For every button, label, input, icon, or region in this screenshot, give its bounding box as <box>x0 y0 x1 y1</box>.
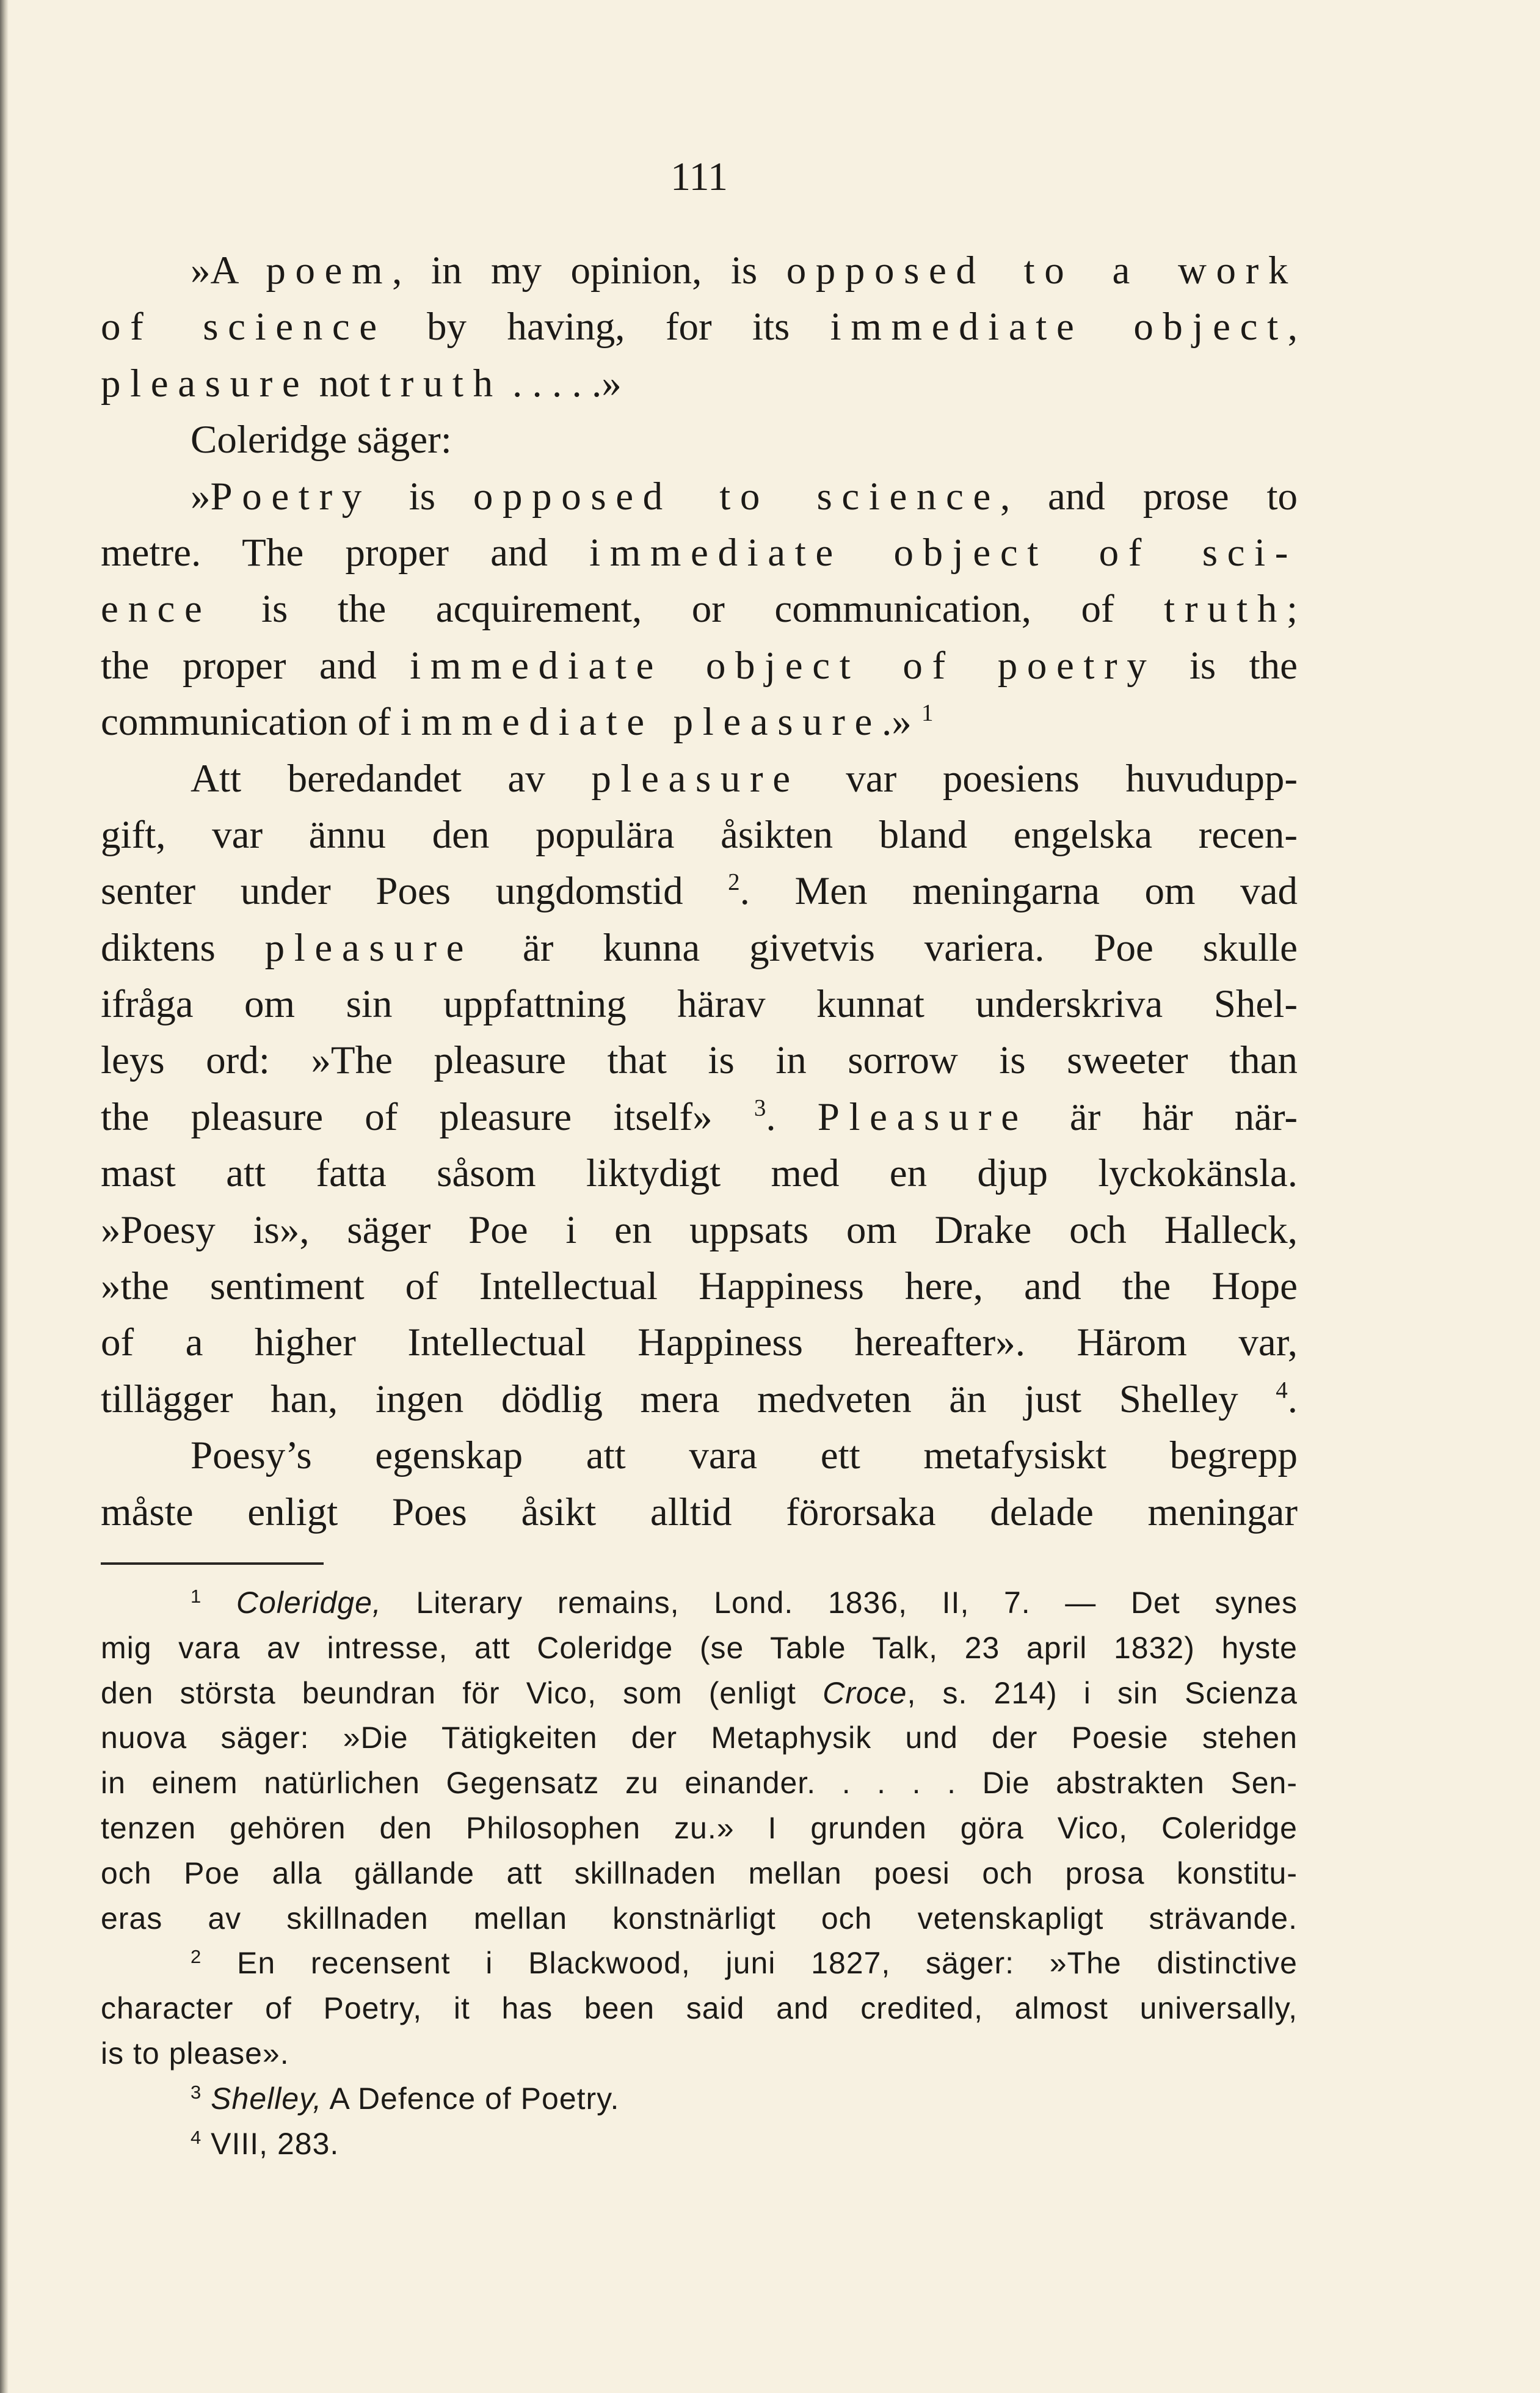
footnote-line: mig vara av intresse, att Coleridge (se Table Talk, 23 april 1832) hyste <box>101 1630 1298 1665</box>
spaced-emphasis: ence <box>101 587 212 632</box>
text-line: ifråga om sin uppfattning härav kunnat underskriva Shel- <box>101 982 1298 1027</box>
spaced-emphasis: truth <box>1164 587 1287 632</box>
italic-name: Shelley, <box>211 2081 322 2116</box>
spaced-emphasis: immediate object of sci- <box>589 530 1298 575</box>
footnote-line: och Poe alla gällande att skillnaden mellan poesi och prosa konstitu- <box>101 1856 1298 1890</box>
page-edge-shadow <box>0 0 9 2393</box>
text-line: »A poem, in my opinion, is opposed to a work <box>191 249 1298 293</box>
spaced-emphasis: pleasure <box>101 361 310 406</box>
footnote-number: 1 <box>191 1585 202 1607</box>
footnote-line: character of Poetry, it has been said and credited, almost universally, <box>101 1991 1298 2026</box>
text-line: leys ord: »The pleasure that is in sorrow is sweeter than <box>101 1038 1298 1083</box>
footnote-line: $^1$ Coleridge, Literary remains, Lond. 1836, II, 7. — Det synes <box>191 1585 1298 1620</box>
footnote-number: 4 <box>191 2126 202 2148</box>
footnote-line: $^4$ VIII, 283. <box>191 2126 340 2161</box>
text-line: gift, var ännu den populära åsikten bland engelska recen- <box>101 812 1298 857</box>
footnote-ref: 2 <box>728 869 740 895</box>
footnotes <box>101 1581 1298 2166</box>
text-line: mast att fatta såsom liktydigt med en djup lyckokänsla. <box>101 1151 1298 1196</box>
text-line: pleasure not truth . . . . .» <box>101 361 622 406</box>
footnote-line: is to please». <box>101 2036 289 2071</box>
spaced-emphasis: poem <box>266 249 393 293</box>
spaced-emphasis: pleasure <box>264 925 474 970</box>
footnote-number: 2 <box>191 1946 202 1968</box>
spaced-emphasis: immediate object of poetry <box>410 643 1157 688</box>
footnote-ref: 1 <box>921 699 934 726</box>
footnote-line: tenzen gehören den Philosophen zu.» I grunden göra Vico, Coleridge <box>101 1810 1298 1845</box>
footnote-line: in einem natürlichen Gegensatz zu einander. . . . . Die abstrakten Sen- <box>101 1766 1298 1801</box>
text-line: of science by having, for its immediate object, <box>101 305 1298 349</box>
spaced-emphasis: immediate pleasure <box>401 700 882 745</box>
text-line: Poesy’s egenskap att vara ett metafysiskt begrepp <box>191 1433 1298 1478</box>
italic-name: Coleridge, <box>236 1586 382 1620</box>
footnote-line: nuova säger: »Die Tätigkeiten der Metaphysik und der Poesie stehen <box>101 1721 1298 1755</box>
footnote-number: 3 <box>191 2081 202 2103</box>
spaced-emphasis: pleasure <box>591 756 800 801</box>
spaced-emphasis: of science <box>101 305 387 349</box>
body-text <box>101 242 1298 1540</box>
text-line: the pleasure of pleasure itself» $^3$. Pleasure är här när- <box>101 1095 1298 1139</box>
text-line: of a higher Intellectual Happiness hereafter». Härom var, <box>101 1320 1298 1365</box>
footnote-divider <box>101 1562 324 1565</box>
spaced-emphasis: truth <box>379 361 503 406</box>
text-line: »the sentiment of Intellectual Happiness here, and the Hope <box>101 1264 1298 1309</box>
footnote-line: $^3$ Shelley, A Defence of Poetry. <box>191 2081 620 2116</box>
text-line: ence is the acquirement, or communication, of truth; <box>101 587 1298 632</box>
text-line: »Poesy is», säger Poe i en uppsats om Drake och Halleck, <box>101 1207 1298 1252</box>
spaced-emphasis: immediate object <box>830 305 1288 349</box>
spaced-emphasis: Poetry <box>210 474 371 519</box>
spaced-emphasis: opposed to science <box>473 474 1000 519</box>
text-line: senter under Poes ungdomstid $^2$. Men meningarna om vad <box>101 869 1298 914</box>
footnote-line: $^2$ En recensent i Blackwood, juni 1827, säger: »The distinctive <box>191 1946 1298 1981</box>
footnote-line: den största beundran för Vico, som (enligt Croce, s. 214) i sin Scienza <box>101 1675 1298 1710</box>
text-line: Coleridge säger: <box>191 418 452 462</box>
text-line: måste enligt Poes åsikt alltid förorsaka delade meningar <box>101 1490 1298 1534</box>
text-line: the proper and immediate object of poetry is the <box>101 643 1298 688</box>
text-line: diktens pleasure är kunna givetvis variera. Poe skulle <box>101 925 1298 970</box>
text-line: metre. The proper and immediate object of sci- <box>101 530 1298 575</box>
text-line: Att beredandet av pleasure var poesiens huvudupp- <box>191 756 1298 801</box>
text-line: tillägger han, ingen dödlig mera medveten än just Shelley $^4$. <box>101 1377 1298 1421</box>
text-line: »Poetry is opposed to science, and prose to <box>191 474 1298 519</box>
spaced-emphasis: Pleasure <box>817 1095 1028 1139</box>
text-line: communication of immediate pleasure.» $^1$ <box>101 699 934 745</box>
footnote-line: eras av skillnaden mellan konstnärligt och vetenskapligt strävande. <box>101 1901 1298 1936</box>
italic-name: Croce <box>823 1675 907 1710</box>
spaced-emphasis: opposed to a work <box>786 249 1298 293</box>
page-number: 111 <box>670 155 728 199</box>
footnote-ref: 3 <box>754 1095 766 1121</box>
footnote-ref: 4 <box>1276 1377 1288 1404</box>
